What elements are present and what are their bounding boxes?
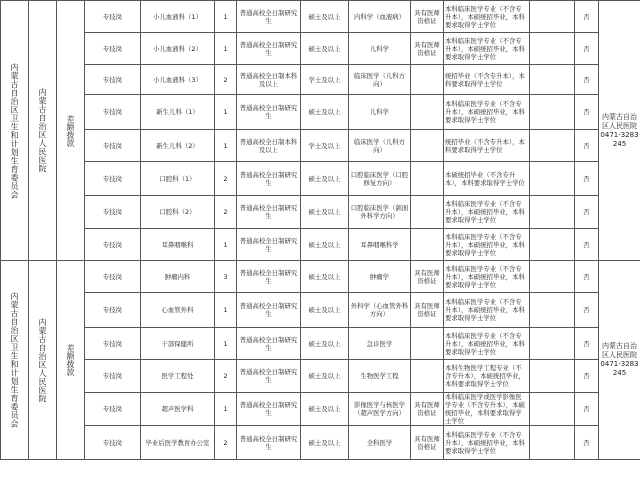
position-cell: 医学工程处 (141, 360, 215, 393)
eligible-cell: 否 (575, 130, 599, 162)
position-cell: 口腔科（1） (141, 162, 215, 196)
degree-cell: 学士及以上 (301, 65, 349, 95)
position-cell: 干部保健所 (141, 328, 215, 360)
post-type-cell: 专技岗 (85, 293, 141, 328)
major-cell: 儿科学 (349, 33, 411, 65)
post-type-cell: 专技岗 (85, 393, 141, 426)
blank-cell (530, 33, 575, 65)
table-row (1, 95, 640, 130)
table-row (1, 33, 640, 65)
department-cell (1, 261, 29, 460)
qualification-cell (411, 65, 444, 95)
position-cell: 毕业后医学教育办公室 (141, 426, 215, 460)
position-cell: 小儿血液科（1） (141, 1, 215, 33)
qualification-cell: 具有医师资格证 (411, 293, 444, 328)
other-requirements-cell: 本科临床医学专业（不含专升本），本硕统招毕业，本科要求取得学士学位 (444, 95, 530, 130)
blank-cell (530, 130, 575, 162)
count-cell: 1 (215, 393, 237, 426)
table-row (1, 426, 640, 460)
eligible-cell: 否 (575, 95, 599, 130)
post-type-cell: 专技岗 (85, 261, 141, 293)
other-requirements-cell: 统招毕业（不含专升本），本科要求取得学士学位 (444, 65, 530, 95)
position-cell: 小儿血液科（3） (141, 65, 215, 95)
post-type-cell: 专技岗 (85, 196, 141, 229)
department-cell-text: 内蒙古自治区卫生和计划生育委员会 (10, 62, 19, 199)
degree-cell: 硕士及以上 (301, 95, 349, 130)
degree-cell: 硕士及以上 (301, 1, 349, 33)
degree-cell: 硕士及以上 (301, 261, 349, 293)
position-cell: 小儿血液科（2） (141, 33, 215, 65)
table-row (1, 162, 640, 196)
position-cell: 超声医学科 (141, 393, 215, 426)
contact-phone: 0471-3283245 (600, 130, 639, 148)
table-row (1, 196, 640, 229)
eligible-cell: 否 (575, 162, 599, 196)
qualification-cell: 具有医师资格证 (411, 1, 444, 33)
other-requirements-cell: 统招毕业（不含专升本），本科要求取得学士学位 (444, 130, 530, 162)
blank-cell (530, 393, 575, 426)
qualification-cell (411, 130, 444, 162)
contact-phone: 0471-3283245 (600, 360, 639, 377)
qualification-cell: 具有医师资格证 (411, 33, 444, 65)
count-cell: 2 (215, 426, 237, 460)
other-requirements-cell: 本科临床医学或医学影像医学专业（不含专升本），本硕统招毕业，本科要求取得学士学位 (444, 393, 530, 426)
qualification-cell (411, 196, 444, 229)
major-cell: 耳鼻咽喉科学 (349, 229, 411, 261)
major-cell: 临床医学（儿科方向） (349, 65, 411, 95)
qualification-cell (411, 95, 444, 130)
degree-cell: 硕士及以上 (301, 162, 349, 196)
major-cell: 临床医学（儿科方向） (349, 130, 411, 162)
contact-unit: 内蒙古自治区人民医院 (602, 342, 637, 359)
funding-cell (57, 261, 85, 460)
blank-cell (530, 261, 575, 293)
education-cell: 普通高校全日制研究生 (237, 196, 301, 229)
position-cell: 新生儿科（1） (141, 95, 215, 130)
department-cell-text: 内蒙古自治区卫生和计划生育委员会 (10, 292, 19, 428)
eligible-cell: 否 (575, 1, 599, 33)
qualification-cell: 具有医师资格证 (411, 261, 444, 293)
post-type-cell: 专技岗 (85, 1, 141, 33)
post-type-cell: 专技岗 (85, 426, 141, 460)
unit-cell (29, 1, 57, 261)
eligible-cell: 否 (575, 196, 599, 229)
education-cell: 普通高校全日制研究生 (237, 162, 301, 196)
table-row (1, 293, 640, 328)
eligible-cell: 否 (575, 328, 599, 360)
blank-cell (530, 1, 575, 33)
other-requirements-cell: 本科临床医学专业（不含专升本），本硕统招毕业，本科要求取得学士学位 (444, 261, 530, 293)
table-row (1, 393, 640, 426)
post-type-cell: 专技岗 (85, 328, 141, 360)
position-cell: 耳鼻咽喉科 (141, 229, 215, 261)
contact-unit: 内蒙古自治区人民医院 (602, 112, 637, 130)
post-type-cell: 专技岗 (85, 162, 141, 196)
education-cell: 普通高校全日制研究生 (237, 261, 301, 293)
eligible-cell: 否 (575, 65, 599, 95)
major-cell: 生物医学工程 (349, 360, 411, 393)
qualification-cell (411, 328, 444, 360)
eligible-cell: 否 (575, 426, 599, 460)
qualification-cell (411, 162, 444, 196)
funding-cell-text: 差额拨款 (66, 344, 75, 376)
education-cell: 普通高校全日制研究生 (237, 393, 301, 426)
major-cell: 内科学（血液病） (349, 1, 411, 33)
other-requirements-cell: 本科临床医学专业（不含专升本），本硕统招毕业，本科要求取得学士学位 (444, 426, 530, 460)
qualification-cell: 具有医师资格证 (411, 393, 444, 426)
degree-cell: 学士及以上 (301, 130, 349, 162)
count-cell: 1 (215, 95, 237, 130)
post-type-cell: 专技岗 (85, 65, 141, 95)
major-cell: 儿科学 (349, 95, 411, 130)
blank-cell (530, 328, 575, 360)
post-type-cell: 专技岗 (85, 229, 141, 261)
degree-cell: 硕士及以上 (301, 393, 349, 426)
other-requirements-cell: 本科临床医学专业（不含专升本），本硕统招毕业，本科要求取得学士学位 (444, 229, 530, 261)
major-cell: 外科学（心血管外科方向） (349, 293, 411, 328)
major-cell: 口腔临床医学（颌面外科学方向） (349, 196, 411, 229)
other-requirements-cell: 本科临床医学专业（不含专升本），本硕统招毕业，本科要求取得学士学位 (444, 1, 530, 33)
blank-cell (530, 95, 575, 130)
position-cell: 心血管外科 (141, 293, 215, 328)
blank-cell (530, 360, 575, 393)
education-cell: 普通高校全日制研究生 (237, 360, 301, 393)
blank-cell (530, 293, 575, 328)
blank-cell (530, 229, 575, 261)
degree-cell: 硕士及以上 (301, 229, 349, 261)
other-requirements-cell: 本科临床医学专业（不含专升本），本硕统招毕业，本科要求取得学士学位 (444, 328, 530, 360)
blank-cell (530, 162, 575, 196)
other-requirements-cell: 本科临床医学专业（不含专升本），本硕统招毕业，本科要求取得学士学位 (444, 33, 530, 65)
department-cell (1, 1, 29, 261)
contact-cell (599, 1, 640, 261)
post-type-cell: 专技岗 (85, 360, 141, 393)
eligible-cell: 否 (575, 33, 599, 65)
degree-cell: 硕士及以上 (301, 328, 349, 360)
education-cell: 普通高校全日制研究生 (237, 229, 301, 261)
degree-cell: 硕士及以上 (301, 196, 349, 229)
education-cell: 普通高校全日制研究生 (237, 328, 301, 360)
contact-cell (599, 261, 640, 460)
other-requirements-cell: 本科临床医学专业（不含专升本），本硕统招毕业，本科要求取得学士学位 (444, 196, 530, 229)
major-cell: 全科医学 (349, 426, 411, 460)
table-row (1, 360, 640, 393)
count-cell: 1 (215, 1, 237, 33)
eligible-cell: 否 (575, 293, 599, 328)
other-requirements-cell: 本科生物医学工程专业（不含专升本），本硕统招毕业，本科要求取得学士学位 (444, 360, 530, 393)
count-cell: 1 (215, 33, 237, 65)
unit-cell (29, 261, 57, 460)
education-cell: 普通高校全日制研究生 (237, 33, 301, 65)
degree-cell: 硕士及以上 (301, 33, 349, 65)
table-row (1, 1, 640, 33)
degree-cell: 硕士及以上 (301, 293, 349, 328)
major-cell: 影像医学与核医学（超声医学方向） (349, 393, 411, 426)
education-cell: 普通高校全日制本科及以上 (237, 130, 301, 162)
funding-cell-text: 差额拨款 (66, 114, 75, 147)
education-cell: 普通高校全日制研究生 (237, 293, 301, 328)
post-type-cell: 专技岗 (85, 130, 141, 162)
position-cell: 口腔科（2） (141, 196, 215, 229)
major-cell: 口腔临床医学（口腔修复方向） (349, 162, 411, 196)
education-cell: 普通高校全日制本科及以上 (237, 65, 301, 95)
other-requirements-cell: 本硕统招毕业（不含专升本），本科要求取得学士学位 (444, 162, 530, 196)
major-cell: 急诊医学 (349, 328, 411, 360)
unit-cell-text: 内蒙古自治区人民医院 (38, 88, 47, 173)
table-row (1, 229, 640, 261)
count-cell: 2 (215, 196, 237, 229)
count-cell: 1 (215, 130, 237, 162)
unit-cell-text: 内蒙古自治区人民医院 (38, 317, 47, 403)
eligible-cell: 否 (575, 393, 599, 426)
degree-cell: 硕士及以上 (301, 426, 349, 460)
table-row (1, 328, 640, 360)
funding-cell (57, 1, 85, 261)
blank-cell (530, 65, 575, 95)
post-type-cell: 专技岗 (85, 33, 141, 65)
degree-cell: 硕士及以上 (301, 360, 349, 393)
count-cell: 2 (215, 162, 237, 196)
table-row (1, 261, 640, 293)
count-cell: 2 (215, 360, 237, 393)
education-cell: 普通高校全日制研究生 (237, 426, 301, 460)
other-requirements-cell: 本科临床医学专业（不含专升本），本硕统招毕业，本科要求取得学士学位 (444, 293, 530, 328)
count-cell: 3 (215, 261, 237, 293)
eligible-cell: 否 (575, 261, 599, 293)
blank-cell (530, 426, 575, 460)
position-cell: 新生儿科（2） (141, 130, 215, 162)
eligible-cell: 否 (575, 360, 599, 393)
major-cell: 肿瘤学 (349, 261, 411, 293)
post-type-cell: 专技岗 (85, 95, 141, 130)
count-cell: 2 (215, 65, 237, 95)
count-cell: 1 (215, 293, 237, 328)
blank-cell (530, 196, 575, 229)
table-row (1, 130, 640, 162)
qualification-cell: 具有医师资格证 (411, 426, 444, 460)
position-cell: 肿瘤内科 (141, 261, 215, 293)
table-row (1, 65, 640, 95)
count-cell: 1 (215, 328, 237, 360)
eligible-cell: 否 (575, 229, 599, 261)
qualification-cell (411, 360, 444, 393)
count-cell: 1 (215, 229, 237, 261)
education-cell: 普通高校全日制研究生 (237, 95, 301, 130)
qualification-cell (411, 229, 444, 261)
education-cell: 普通高校全日制研究生 (237, 1, 301, 33)
